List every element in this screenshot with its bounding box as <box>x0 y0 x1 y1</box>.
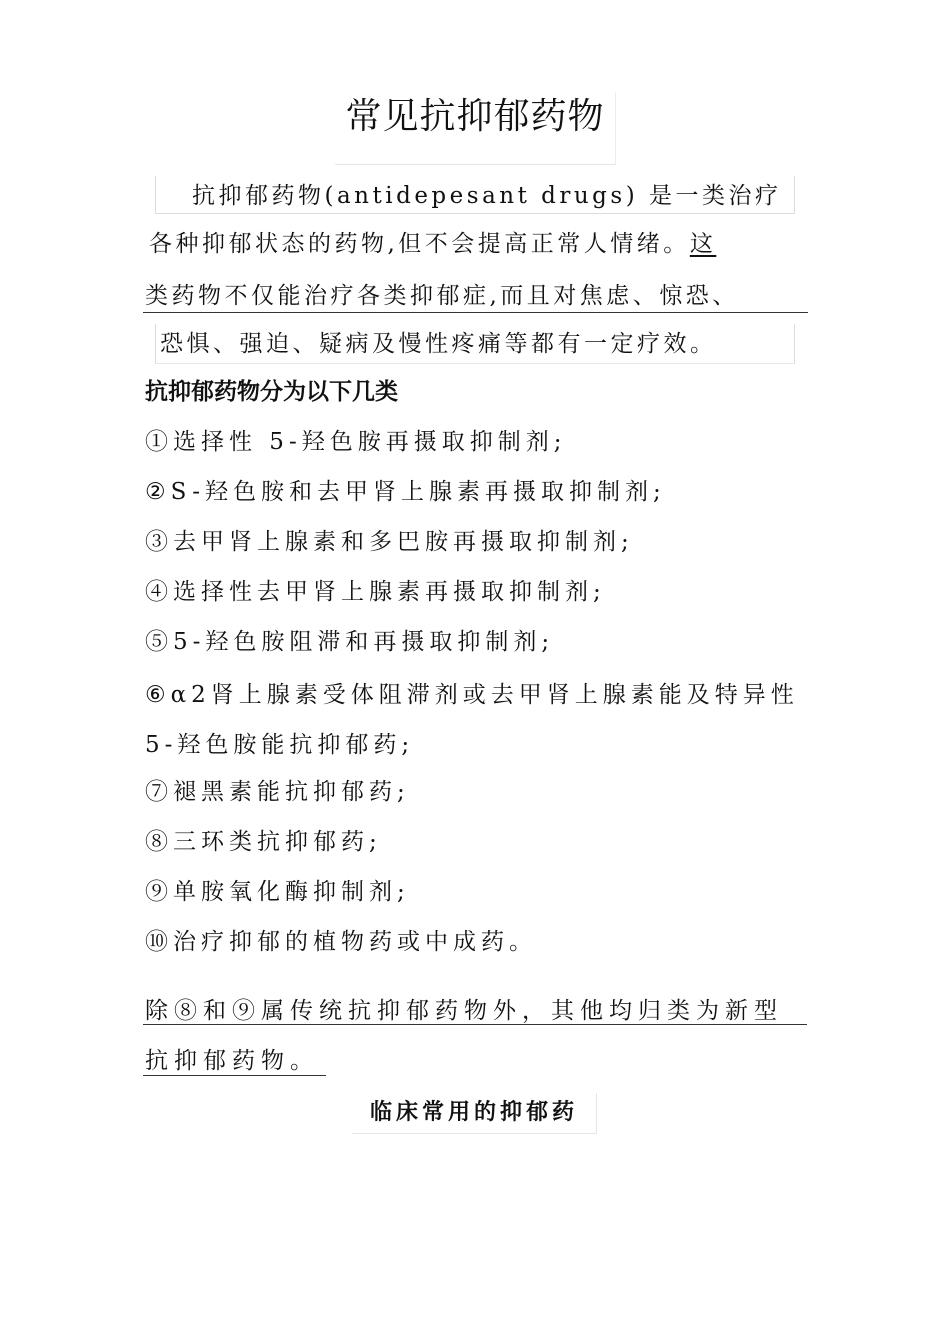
classification-heading: 抗抑郁药物分为以下几类 <box>145 379 398 405</box>
section-heading: 临床常用的抑郁药 <box>352 1093 597 1134</box>
summary-paragraph: 除⑧和⑨属传统抗抑郁药物外，其他均归类为新型抗抑郁药物。 <box>145 998 783 1074</box>
list-item: ④选择性去甲肾上腺素再摄取抑制剂; <box>145 579 606 605</box>
intro-line-4: 恐惧、强迫、疑病及慢性疼痛等都有一定疗效。 <box>155 324 795 364</box>
intro-line-1: 抗抑郁药物(antidepesant drugs) 是一类治疗 <box>155 176 795 214</box>
list-item: ②S-羟色胺和去甲肾上腺素再摄取抑制剂; <box>145 479 666 505</box>
intro-line-2-tail: 这 <box>689 231 717 257</box>
list-item: ⑩治疗抑郁的植物药或中成药。 <box>145 929 537 955</box>
intro-line-3: 类药物不仅能治疗各类抑郁症,而且对焦虑、惊恐、 <box>145 283 739 309</box>
document-title: 常见抗抑郁药物 <box>335 92 616 165</box>
list-item: ⑤5-羟色胺阻滞和再摄取抑制剂; <box>145 629 555 655</box>
list-item: ⑦褪黑素能抗抑郁药; <box>145 779 410 805</box>
list-item: ⑨单胺氧化酶抑制剂; <box>145 879 410 905</box>
classification-list <box>145 420 815 970</box>
intro-line-2-text: 各种抑郁状态的药物,但不会提高正常人情绪。 <box>149 231 690 257</box>
summary-underline-2 <box>143 1075 326 1076</box>
list-item: ⑥α2肾上腺素受体阻滞剂或去甲肾上腺素能及特异性 5-羟色胺能抗抑郁药; <box>145 682 799 758</box>
list-item: ⑧三环类抗抑郁药; <box>145 829 382 855</box>
summary-underline-1 <box>143 1024 807 1025</box>
intro-line-2 <box>149 224 716 264</box>
intro-underline <box>143 312 808 313</box>
list-item: ①选择性 5-羟色胺再摄取抑制剂; <box>145 429 567 455</box>
list-item: ③去甲肾上腺素和多巴胺再摄取抑制剂; <box>145 529 634 555</box>
